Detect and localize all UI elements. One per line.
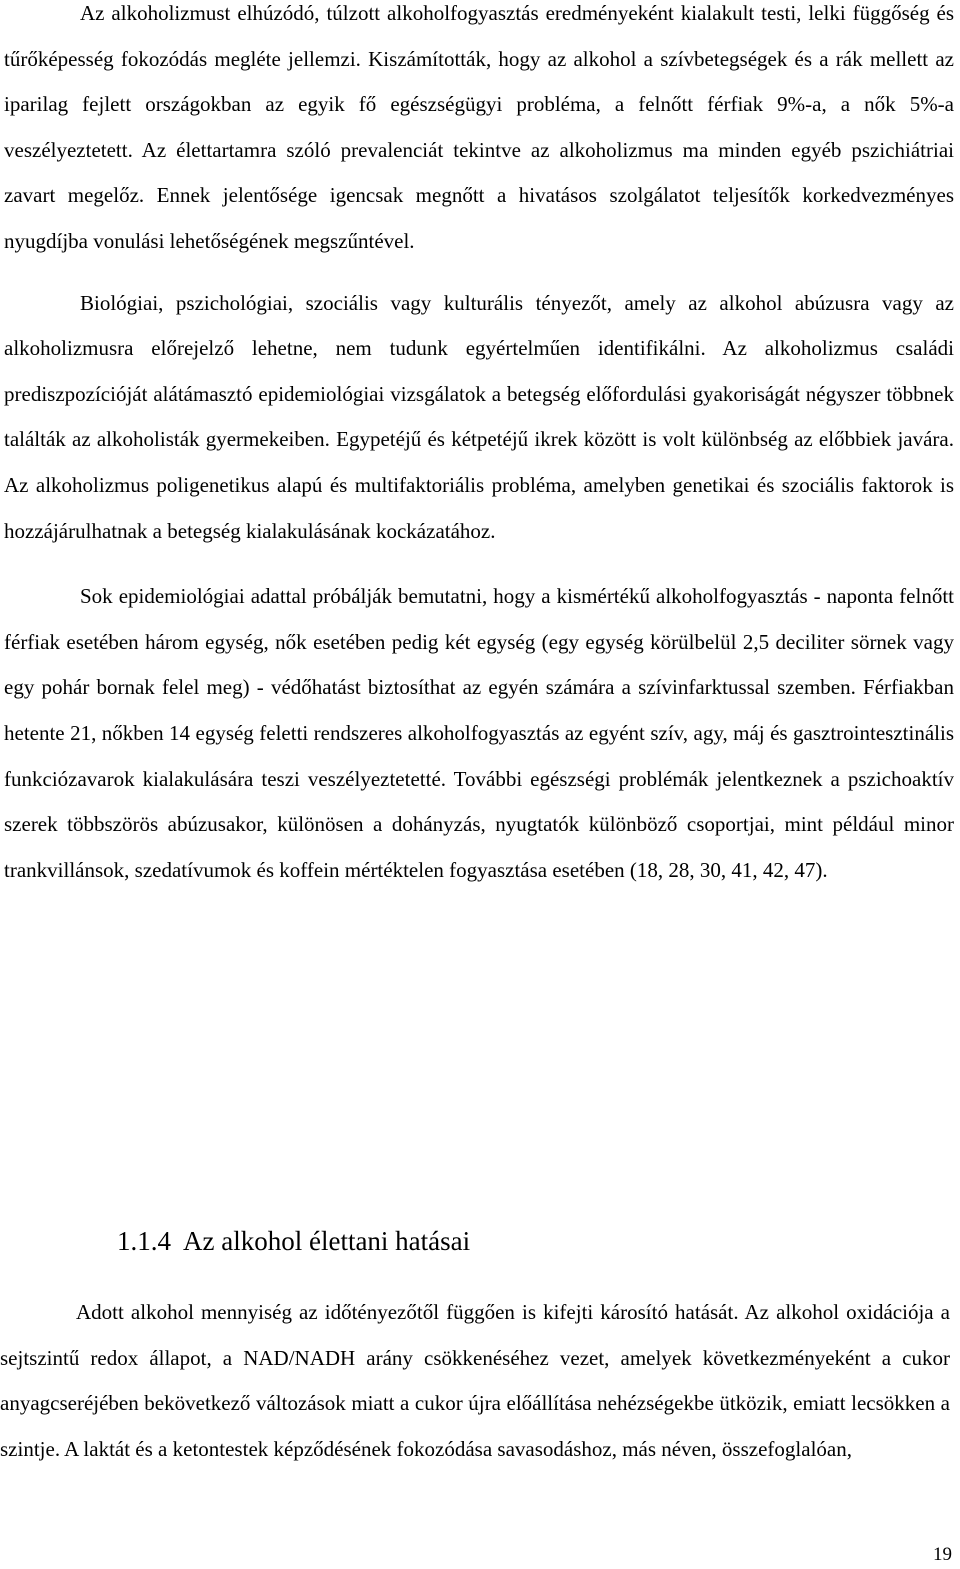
section-body-paragraph: Adott alkohol mennyiség az időtényezőtől függően is kifejti károsító hatását. Az alkohol oxidációja a sejtszintű redox állapot, a NAD/NADH arány csökkenéséhez vezet, amelyek következményeként a cukor anyagcseréjében bekövetkező változások miatt a cukor újra előállítása nehézségekbe ütközik, emiatt lecsökken a szintje. A laktát és a ketontestek képződésének fokozódása savasodáshoz, más néven, összefoglalóan, xyxy=(0,1300,950,1461)
section-title: Az alkohol élettani hatásai xyxy=(183,1226,471,1256)
body-paragraph-epidemiology: Sok epidemiológiai adattal próbálják bemutatni, hogy a kismértékű alkoholfogyasztás - naponta felnőtt férfiak esetében három egység, nők esetében pedig két egység (egy egység körülbelül 2,5 deciliter sörnek vagy egy pohár bornak felel meg) - védőhatást biztosíthat az egyén számára a szívinfarktussal szemben. Férfiakban hetente 21, nőkben 14 egység feletti rendszeres alkoholfogyasztás az egyént szív, agy, máj és gasztrointesztinális funkciózavarok kialakulására teszi veszélyeztetetté. További egészségi problémák jelentkeznek a pszichoaktív szerek többszörös abúzusakor, különösen a dohányzás, nyugtatók különböző csoportjai, mint például minor trankvillánsok, szedatívumok és koffein mértéktelen fogyasztása esetében (18, 28, 30, 41, 42, 47). xyxy=(4,584,954,882)
page-number: 19 xyxy=(933,1544,952,1565)
body-paragraph-alcoholism-definition: Az alkoholizmust elhúzódó, túlzott alkoholfogyasztás eredményeként kialakult testi, lelki függőség és tűrőképesség fokozódás megléte jellemzi. Kiszámították, hogy az alkohol a szívbetegségek és a rák mellett az iparilag fejlett országokban az egyik fő egészségügyi probléma, a felnőtt férfiak 9%-a, a nők 5%-a veszélyeztetett. Az élettartamra szóló prevalenciát tekintve az alkoholizmus ma minden egyéb pszichiátriai zavart megelőz. Ennek jelentősége igencsak megnőtt a hivatásos szolgálatot teljesítők korkedvezményes nyugdíjba vonulási lehetőségének megszűntével. xyxy=(4,1,954,253)
section-number: 1.1.4 xyxy=(117,1226,171,1256)
section-heading xyxy=(117,1221,470,1261)
body-paragraph-risk-factors: Biológiai, pszichológiai, szociális vagy kulturális tényezőt, amely az alkohol abúzusra vagy az alkoholizmusra előrejelző lehetne, nem tudunk egyértelműen identifikálni. Az alkoholizmus családi prediszpozícióját alátámasztó epidemiológiai vizsgálatok a betegség előfordulási gyakoriságát négyszer többnek találták az alkoholisták gyermekeiben. Egypetéjű és kétpetéjű ikrek között is volt különbség az előbbiek javára. Az alkoholizmus poligenetikus alapú és multifaktoriális probléma, amelyben genetikai és szociális faktorok is hozzájárulhatnak a betegség kialakulásának kockázatához. xyxy=(4,290,954,543)
document-page xyxy=(4,0,954,893)
